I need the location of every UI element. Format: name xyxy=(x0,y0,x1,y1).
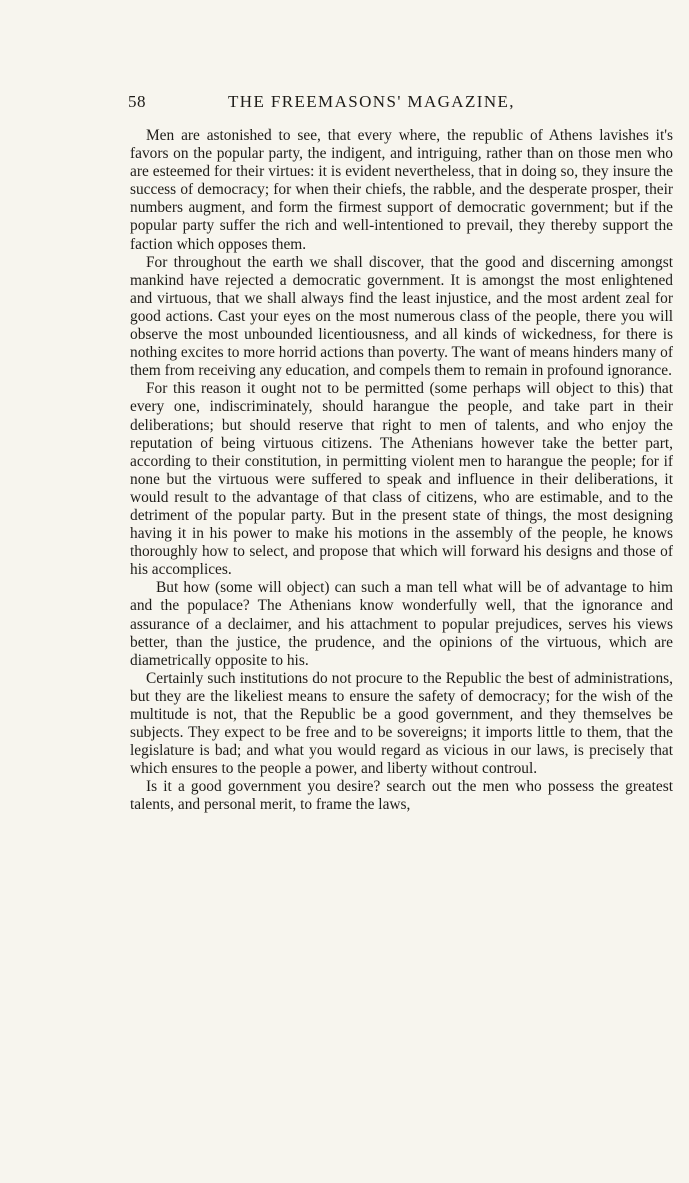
paragraph: Is it a good government you desire? search out the men who possess the greatest talents, and personal merit, to frame the laws, xyxy=(130,778,673,814)
paragraph: For throughout the earth we shall discover, that the good and discerning amongst mankind have rejected a democratic government. It is amongst the most enlightened and virtuous, that we shall always find the least injustice, and the most ardent zeal for good actions. Cast your eyes on the most numerous class of the people, there you will observe the most unbounded licentiousness, and all kinds of wickedness, for there is nothing excites to more horrid actions than poverty. The want of means hinders many of them from receiving any education, and compels them to remain in profound ignorance. xyxy=(130,253,673,380)
paragraph: Men are astonished to see, that every where, the republic of Athens lavishes it's favors on the popular party, the indigent, and intriguing, rather than on those men who are esteemed for their virtues: it is evident nevertheless, that in doing so, they insure the success of democracy; for when their chiefs, the rabble, and the desperate prosper, their numbers augment, and form the firmest support of democratic government; but if the popular party suffer the rich and well-intentioned to prevail, they thereby support the faction which opposes them. xyxy=(130,127,673,253)
page-header xyxy=(128,92,673,114)
running-title: THE FREEMASONS' MAGAZINE, xyxy=(228,92,515,111)
page-number: 58 xyxy=(128,92,146,111)
paragraph: Certainly such institutions do not procure to the Republic the best of administrations, but they are the likeliest means to ensure the safety of democracy; for the wish of the multitude is not, that the Republic be a good government, and they themselves be subjects. They expect to be free and to be sovereigns; it imports little to them, that the legislature is bad; and what you would regard as vicious in our laws, is precisely that which ensures to the people a power, and liberty without controul. xyxy=(130,669,673,778)
paragraph: For this reason it ought not to be permitted (some perhaps will object to this) that every one, indiscriminately, should harangue the people, and take part in their deliberations; but should reserve that right to men of talents, and who enjoy the reputation of being virtuous citizens. The Athenians however take the better part, according to their constitution, in permitting violent men to harangue the people; for if none but the virtuous were suffered to speak and influence in their deliberations, it would result to the advantage of that class of citizens, who are estimable, and to the detriment of the popular party. But in the present state of things, the most designing having it in his power to make his motions in the assembly of the people, he knows thoroughly how to select, and propose that which will forward his designs and those of his accomplices. xyxy=(130,380,673,579)
body-text xyxy=(130,127,673,815)
paragraph: But how (some will object) can such a man tell what will be of advantage to him and the populace? The Athenians know wonderfully well, that the ignorance and assurance of a declaimer, and his attachment to popular prejudices, serves his views better, than the justice, the prudence, and the opinions of the virtuous, which are diametrically opposite to his. xyxy=(130,579,673,669)
